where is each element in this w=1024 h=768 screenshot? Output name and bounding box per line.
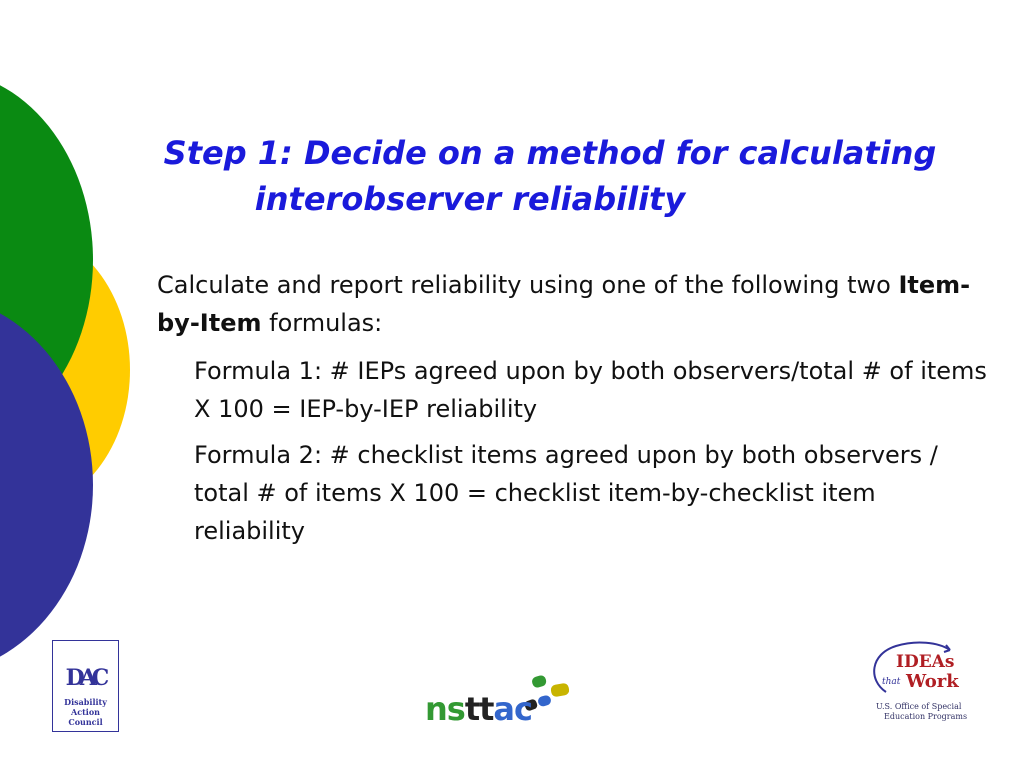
dac-caption-line1: Disability [64,697,107,707]
intro-text-part1: Calculate and report reliability using one of the following two [157,271,899,299]
dac-logo [52,640,119,732]
formula-2: Formula 2: # checklist items agreed upon by both observers / total # of items X 100 = checklist item-by-checklist item reliability [194,441,938,545]
dac-monogram-icon [53,645,118,701]
slide-title [100,130,1000,222]
ideas-that: that [882,677,901,687]
ideas-that-work-logo [866,640,976,730]
dac-caption-line3: Council [68,717,103,727]
ideas-caption [876,702,976,722]
ideas-caption-line1: U.S. Office of Special [876,702,962,711]
slide-title-line1: Step 1: Decide on a method for calculating [163,134,937,172]
intro-text-part2: formulas: [261,309,383,337]
ideas-caption-line2: Education Programs [884,712,968,721]
intro-paragraph [157,266,987,342]
nsttac-ac: ac [493,690,532,728]
slide-title-line2: interobserver reliability [254,180,686,218]
ideas-swoosh-icon [866,640,976,702]
formula-1: Formula 1: # IEPs agreed upon by both observers/total # of items X 100 = IEP-by-IEP reliability [194,357,987,423]
ideas-work-word: Work [906,671,959,692]
nsttac-ns: ns [425,690,465,728]
nsttac-wordmark [425,690,532,728]
slide-body [157,266,987,550]
nsttac-tt: tt [464,690,494,728]
dac-monogram-text: DAC [65,665,105,691]
dac-caption-line2: Action [71,707,100,717]
dac-caption [53,697,118,727]
ideas-word: IDEAs [896,652,955,672]
intro-text-bold: Item-by-Item [157,271,971,337]
